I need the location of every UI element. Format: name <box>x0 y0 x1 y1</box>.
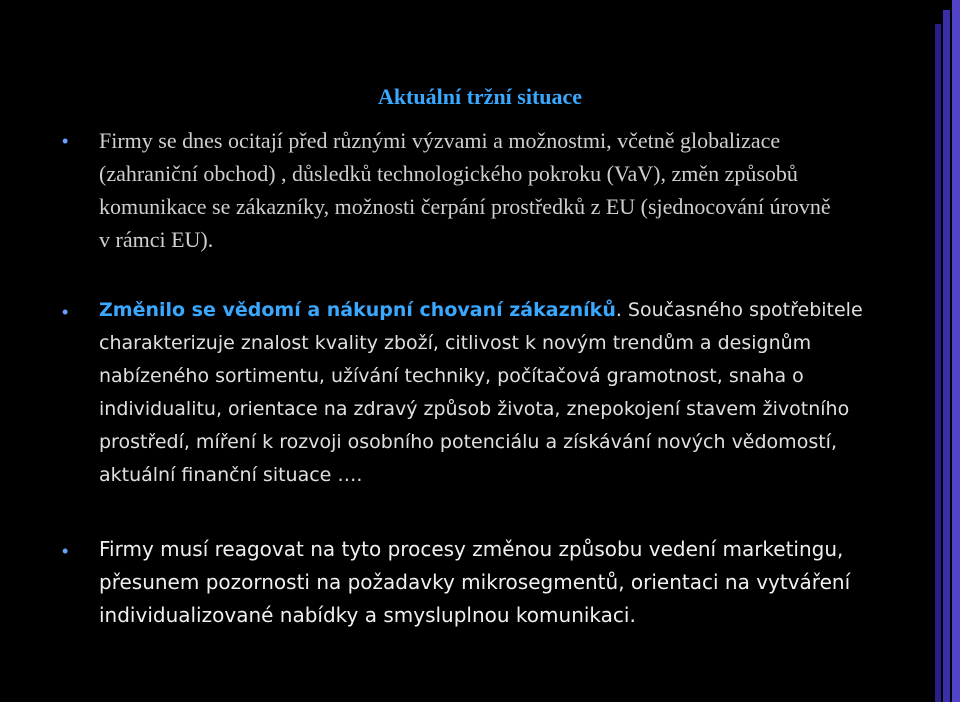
slide-title: Aktuální tržní situace <box>377 84 583 109</box>
bullet-text-2 <box>99 294 899 492</box>
bullet-text-1: Firmy se dnes ocitají před různými výzvami a možnostmi, včetně globalizace (zahraniční obchod) , důsledků technologického pokroku (VaV), změn způsobů komunikace se zákazníky, možnosti čerpání prostředků z EU (sjednocování úrovně v rámci EU). <box>99 128 831 252</box>
emphasis-text: Změnilo se vědomí a nákupní chovaní zákazníků <box>99 299 616 321</box>
bullet-text-3: Firmy musí reagovat na tyto procesy změnou způsobu vedení marketingu, přesunem pozornosti na požadavky mikrosegmentů, orientaci na vytváření individualizované nabídky a smysluplnou komunikaci. <box>99 537 851 627</box>
bullet-marker: • <box>62 302 69 322</box>
decorative-bar-middle <box>943 10 950 702</box>
bullet-marker: • <box>62 541 69 561</box>
decorative-bar-inner <box>935 24 941 702</box>
bullet-marker: • <box>62 131 69 151</box>
bullet-body-text: . Současného spotřebitele charakterizuje znalost kvality zboží, citlivost k novým trendům a designům nabízeného sortimentu, užívání techniky, počítačová gramotnost, snaha o individualitu, orientace na zdravý způsob života, znepokojení stavem životního prostředí, míření k rozvoji osobního potenciálu a získávání nových vědomostí, aktuální finanční situace …. <box>99 299 863 486</box>
